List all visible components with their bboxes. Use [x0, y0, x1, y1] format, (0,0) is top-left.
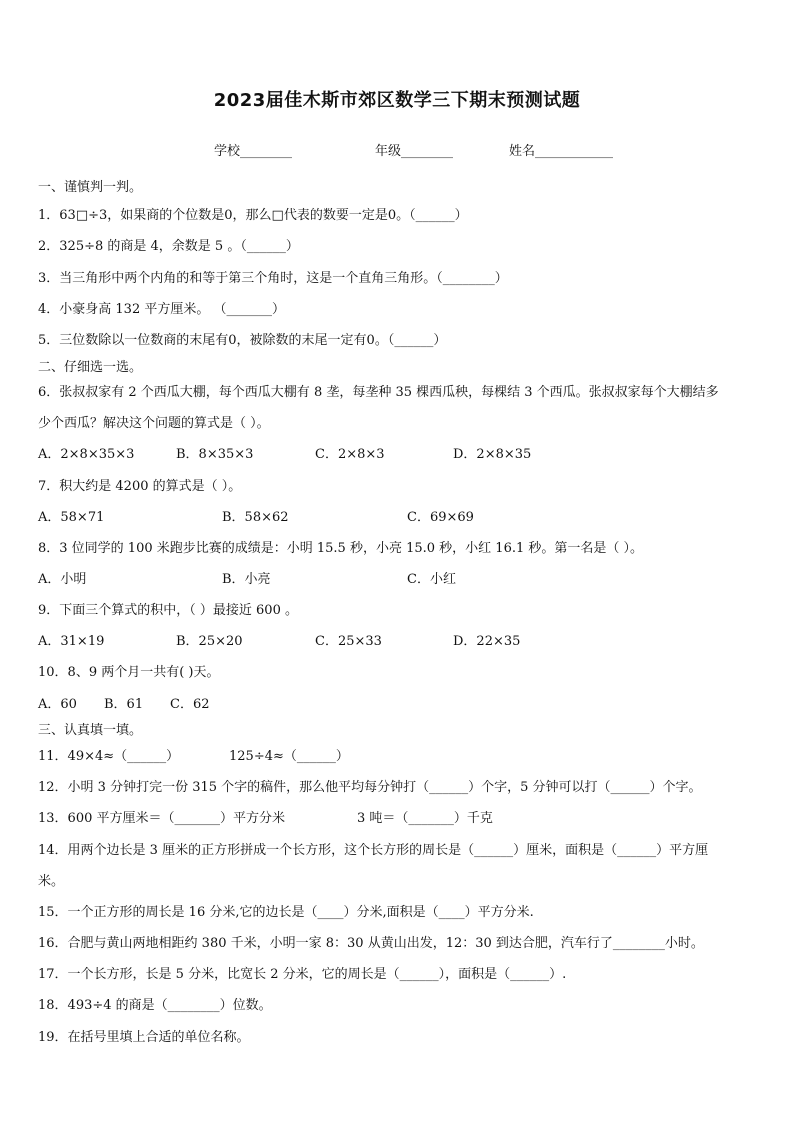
question-12: 12．小明 3 分钟打完一份 315 个字的稿件，那么他平均每分钟打（______）个字，5 分钟可以打（______）个字。	[38, 780, 702, 795]
question-6-option-d: D．2×8×35	[453, 447, 532, 462]
question-9-option-a: A．31×19	[38, 634, 105, 649]
question-8-option-a: A．小明	[38, 572, 87, 587]
question-1: 1．63□÷3，如果商的个位数是0，那么□代表的数要一定是0。（______）	[38, 208, 468, 223]
question-2: 2．325÷8 的商是 4，余数是 5 。（______）	[38, 239, 299, 254]
question-8-option-c: C．小红	[407, 572, 456, 587]
section-choose: 二、仔细选一选。	[38, 360, 143, 375]
question-9: 9．下面三个算式的积中，（ ）最接近 600 。	[38, 603, 298, 618]
page-title: 2023届佳木斯市郊区数学三下期末预测试题	[213, 90, 581, 111]
question-6-line-1: 6．张叔叔家有 2 个西瓜大棚，每个西瓜大棚有 8 垄，每垄种 35 棵西瓜秧，每棵结 3 个西瓜。张叔叔家每个大棚结多	[38, 385, 719, 400]
question-8-option-b: B．小亮	[222, 572, 271, 587]
question-6-option-a: A．2×8×35×3	[38, 447, 135, 462]
question-10-option-c: C．62	[170, 697, 210, 712]
question-9-option-b: B．25×20	[176, 634, 243, 649]
question-14-line-2: 米。	[38, 874, 65, 889]
school-field: 学校________	[214, 144, 293, 159]
question-4: 4．小豪身高 132 平方厘米。 （_______）	[38, 302, 285, 317]
question-15: 15．一个正方形的周长是 16 分米,它的边长是（____）分米,面积是（____）平方分米.	[38, 905, 534, 920]
question-13-b: 3 吨＝（_______）千克	[357, 811, 493, 826]
question-10: 10．8、9 两个月一共有( )天。	[38, 665, 220, 680]
question-8: 8．3 位同学的 100 米跑步比赛的成绩是：小明 15.5 秒，小亮 15.0 秒，小红 16.1 秒。第一名是（ ）。	[38, 541, 644, 556]
question-16: 16．合肥与黄山两地相距约 380 千米，小明一家 8：30 从黄山出发，12：30 到达合肥，汽车行了________小时。	[38, 936, 704, 951]
section-fill: 三、认真填一填。	[38, 723, 143, 738]
question-18: 18．493÷4 的商是（________）位数。	[38, 998, 272, 1013]
question-19: 19．在括号里填上合适的单位名称。	[38, 1030, 250, 1045]
question-6-option-b: B．8×35×3	[176, 447, 254, 462]
question-10-option-a: A．60	[38, 697, 77, 712]
question-6-option-c: C．2×8×3	[315, 447, 385, 462]
name-field: 姓名____________	[509, 144, 614, 159]
question-13-a: 13．600 平方厘米＝（_______）平方分米	[38, 811, 285, 826]
question-17: 17．一个长方形，长是 5 分米，比宽长 2 分米，它的周长是（______），面积是（______）.	[38, 967, 567, 982]
question-11-a: 11．49×4≈（______）	[38, 749, 180, 764]
grade-field: 年级________	[375, 144, 454, 159]
question-9-option-d: D．22×35	[453, 634, 521, 649]
question-6-line-2: 少个西瓜？解决这个问题的算式是（ ）。	[38, 416, 270, 431]
question-9-option-c: C．25×33	[315, 634, 382, 649]
question-5: 5．三位数除以一位数商的末尾有0，被除数的末尾一定有0。（______）	[38, 333, 447, 348]
question-14-line-1: 14．用两个边长是 3 厘米的正方形拼成一个长方形，这个长方形的周长是（______）厘米，面积是（______）平方厘	[38, 843, 709, 858]
question-11-b: 125÷4≈（______）	[229, 749, 349, 764]
question-7-option-c: C．69×69	[407, 510, 474, 525]
question-10-option-b: B．61	[104, 697, 144, 712]
question-3: 3．当三角形中两个内角的和等于第三个角时，这是一个直角三角形。（________）	[38, 271, 508, 286]
question-7: 7．积大约是 4200 的算式是（ ）。	[38, 479, 242, 494]
section-judge: 一、谨慎判一判。	[38, 180, 143, 195]
question-7-option-b: B．58×62	[222, 510, 289, 525]
question-7-option-a: A．58×71	[38, 510, 105, 525]
